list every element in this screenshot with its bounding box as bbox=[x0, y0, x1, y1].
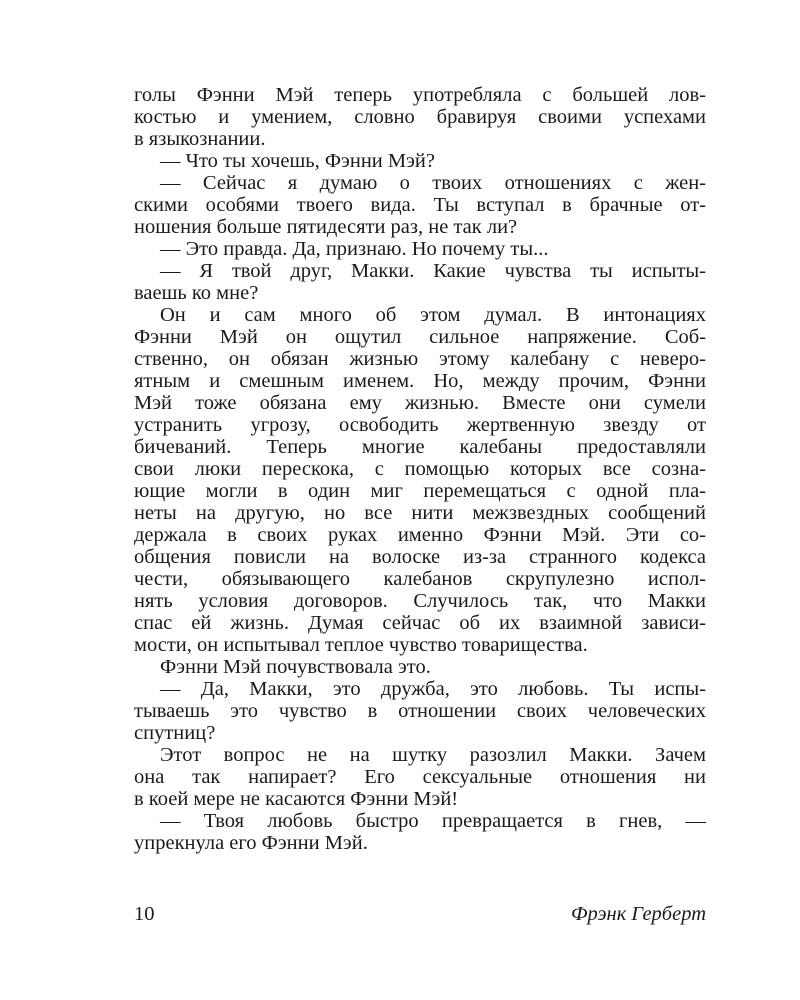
page-number: 10 bbox=[134, 903, 155, 925]
page-footer bbox=[134, 902, 706, 926]
text-line: неты на другую, но все нити межзвездных сообщений bbox=[134, 502, 706, 524]
text-line: голы Фэнни Мэй теперь употребляла с большей лов- bbox=[134, 84, 706, 106]
text-line: — Что ты хочешь, Фэнни Мэй? bbox=[160, 150, 435, 172]
text-line: в коей мере не касаются Фэнни Мэй! bbox=[134, 788, 459, 810]
text-line: Этот вопрос не на шутку разозлил Макки. Зачем bbox=[160, 744, 706, 766]
text-line: Фэнни Мэй почувствовала это. bbox=[160, 656, 431, 678]
text-line: Фэнни Мэй он ощутил сильное напряжение. Соб- bbox=[134, 326, 706, 348]
text-line: чести, обязывающего калебанов скрупулезно испол- bbox=[134, 568, 706, 590]
text-line: устранить угрозу, освободить жертвенную звезду от bbox=[134, 414, 706, 436]
text-line: спутниц? bbox=[134, 722, 216, 744]
text-line: мости, он испытывал теплое чувство товарищества. bbox=[134, 634, 588, 656]
text-line: — Да, Макки, это дружба, это любовь. Ты испы- bbox=[160, 678, 706, 700]
text-line: Мэй тоже обязана ему жизнью. Вместе они сумели bbox=[134, 392, 706, 414]
page-body bbox=[134, 84, 706, 854]
text-line: спас ей жизнь. Думая сейчас об их взаимной зависи- bbox=[134, 612, 706, 634]
text-line: ваешь ко мне? bbox=[134, 282, 259, 304]
text-line: костью и умением, словно бравируя своими успехами bbox=[134, 106, 706, 128]
text-line: ственно, он обязан жизнью этому калебану с неверо- bbox=[134, 348, 706, 370]
text-line: в языкознании. bbox=[134, 128, 266, 150]
text-line: она так напирает? Его сексуальные отношения ни bbox=[134, 766, 706, 788]
text-line: — Твоя любовь быстро превращается в гнев, — bbox=[160, 810, 706, 832]
text-line: ющие могли в один миг перемещаться с одной пла- bbox=[134, 480, 706, 502]
running-head-author: Фрэнк Герберт bbox=[571, 903, 706, 925]
text-line: ношения больше пятидесяти раз, не так ли? bbox=[134, 216, 518, 238]
text-line: Он и сам много об этом думал. В интонациях bbox=[160, 304, 706, 326]
text-line: — Сейчас я думаю о твоих отношениях с жен- bbox=[160, 172, 706, 194]
text-line: упрекнула его Фэнни Мэй. bbox=[134, 832, 368, 854]
text-line: свои люки перескока, с помощью которых все созна- bbox=[134, 458, 706, 480]
text-line: — Это правда. Да, признаю. Но почему ты... bbox=[160, 238, 549, 260]
text-line: нять условия договоров. Случилось так, что Макки bbox=[134, 590, 706, 612]
text-line: тываешь это чувство в отношении своих человеческих bbox=[134, 700, 706, 722]
text-line: скими особями твоего вида. Ты вступал в брачные от- bbox=[134, 194, 706, 216]
text-line: держала в своих руках именно Фэнни Мэй. Эти со- bbox=[134, 524, 706, 546]
text-line: — Я твой друг, Макки. Какие чувства ты испыты- bbox=[160, 260, 706, 282]
text-line: общения повисли на волоске из-за странного кодекса bbox=[134, 546, 706, 568]
text-line: ятным и смешным именем. Но, между прочим, Фэнни bbox=[134, 370, 706, 392]
text-line: бичеваний. Теперь многие калебаны предоставляли bbox=[134, 436, 706, 458]
